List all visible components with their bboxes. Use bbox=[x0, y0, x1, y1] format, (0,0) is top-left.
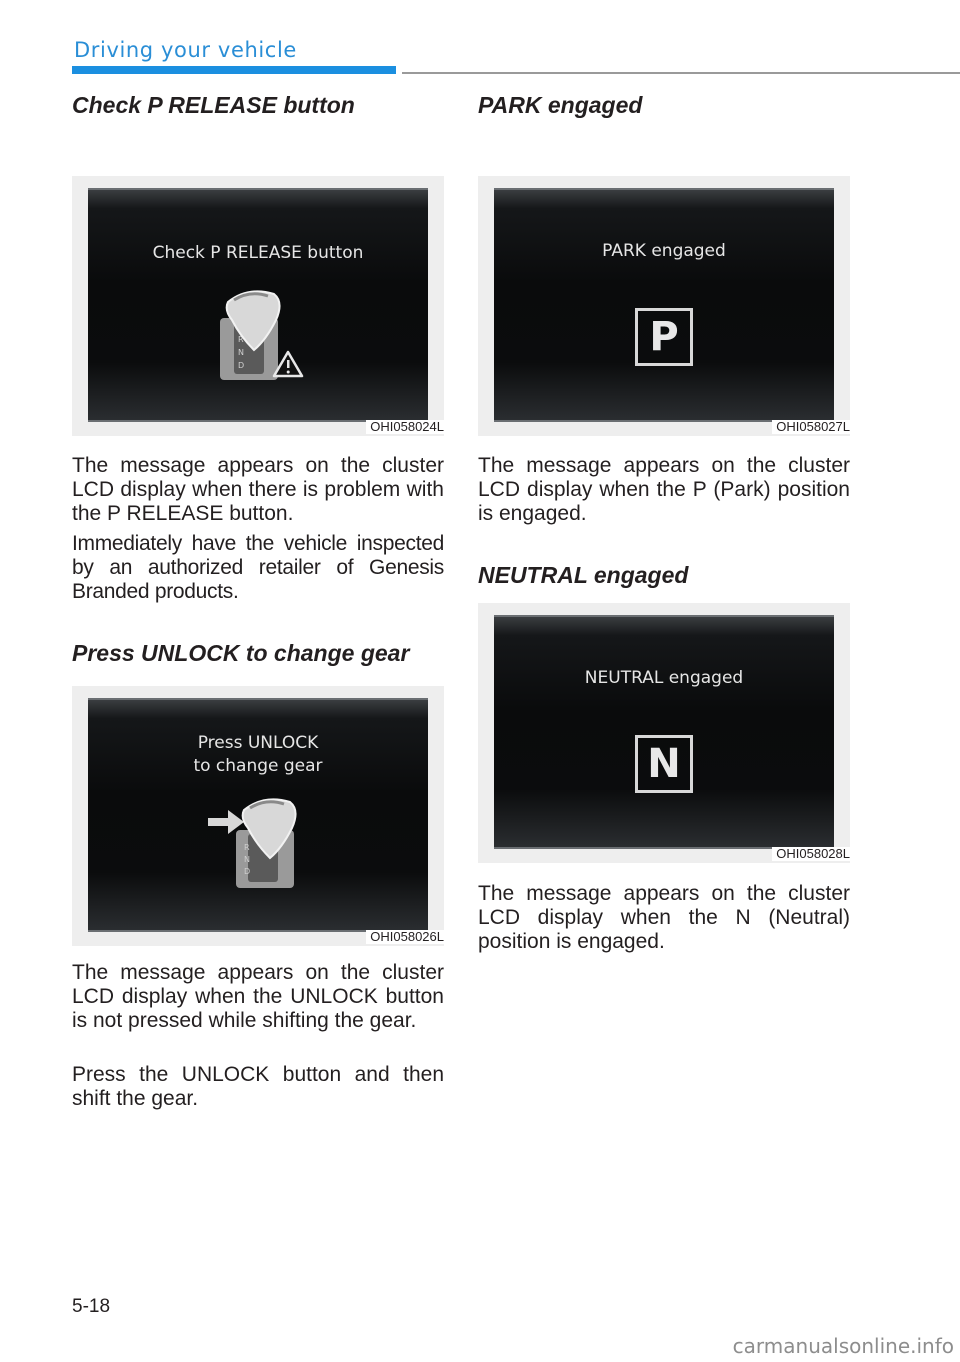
section-title-press-unlock: Press UNLOCK to change gear bbox=[72, 640, 410, 666]
cluster-screen bbox=[88, 188, 428, 422]
figure-code: OHI058027L bbox=[772, 420, 850, 434]
figure-code: OHI058028L bbox=[772, 847, 850, 861]
section-title-neutral-engaged: NEUTRAL engaged bbox=[478, 562, 689, 588]
svg-text:D: D bbox=[238, 361, 245, 370]
gear-lever-unlock-icon bbox=[88, 700, 428, 932]
figure-park-engaged bbox=[478, 176, 850, 436]
paragraph: The message appears on the cluster LCD display when the UNLOCK button is not pressed while shifting the gear. bbox=[72, 961, 444, 1032]
paragraph: The message appears on the cluster LCD display when the P (Park) position is engaged. bbox=[478, 454, 850, 525]
watermark: carmanualsonline.info bbox=[732, 1334, 954, 1358]
screen-message-line1: Press UNLOCK bbox=[197, 733, 319, 753]
paragraph: Press the UNLOCK button and then shift the gear. bbox=[72, 1063, 444, 1110]
page-number: 5-18 bbox=[72, 1296, 111, 1317]
figure-check-p-release bbox=[72, 176, 444, 436]
svg-text:D: D bbox=[244, 867, 251, 876]
section-title-check-p-release: Check P RELEASE button bbox=[72, 92, 355, 118]
svg-text:R: R bbox=[244, 843, 250, 852]
svg-text:R: R bbox=[238, 335, 244, 344]
paragraph: The message appears on the cluster LCD display when the N (Neutral) position is engaged. bbox=[478, 882, 850, 953]
cluster-screen bbox=[494, 188, 834, 422]
gear-lever-warning-icon bbox=[88, 190, 428, 422]
svg-text:N: N bbox=[238, 348, 244, 357]
figure-press-unlock bbox=[72, 686, 444, 946]
cluster-screen bbox=[494, 615, 834, 849]
gear-indicator-p: P bbox=[635, 308, 693, 366]
figure-code: OHI058026L bbox=[366, 930, 444, 944]
screen-message: NEUTRAL engaged bbox=[584, 668, 744, 688]
paragraph: Immediately have the vehicle inspected by an authorized retailer of Genesis Branded products. bbox=[72, 532, 444, 603]
section-title-park-engaged: PARK engaged bbox=[478, 92, 643, 118]
header-rule bbox=[402, 72, 960, 74]
svg-text:N: N bbox=[244, 855, 250, 864]
screen-message-line2: to change gear bbox=[193, 756, 323, 776]
screen-message: Check P RELEASE button bbox=[152, 243, 364, 263]
paragraph: The message appears on the cluster LCD display when there is problem with the P RELEASE button. bbox=[72, 454, 444, 525]
screen-message: PARK engaged bbox=[602, 241, 726, 261]
figure-neutral-engaged bbox=[478, 603, 850, 863]
header-accent-bar bbox=[72, 66, 396, 74]
cluster-screen bbox=[88, 698, 428, 932]
chapter-title: Driving your vehicle bbox=[74, 38, 297, 62]
gear-indicator-n: N bbox=[635, 735, 693, 793]
figure-code: OHI058024L bbox=[366, 420, 444, 434]
